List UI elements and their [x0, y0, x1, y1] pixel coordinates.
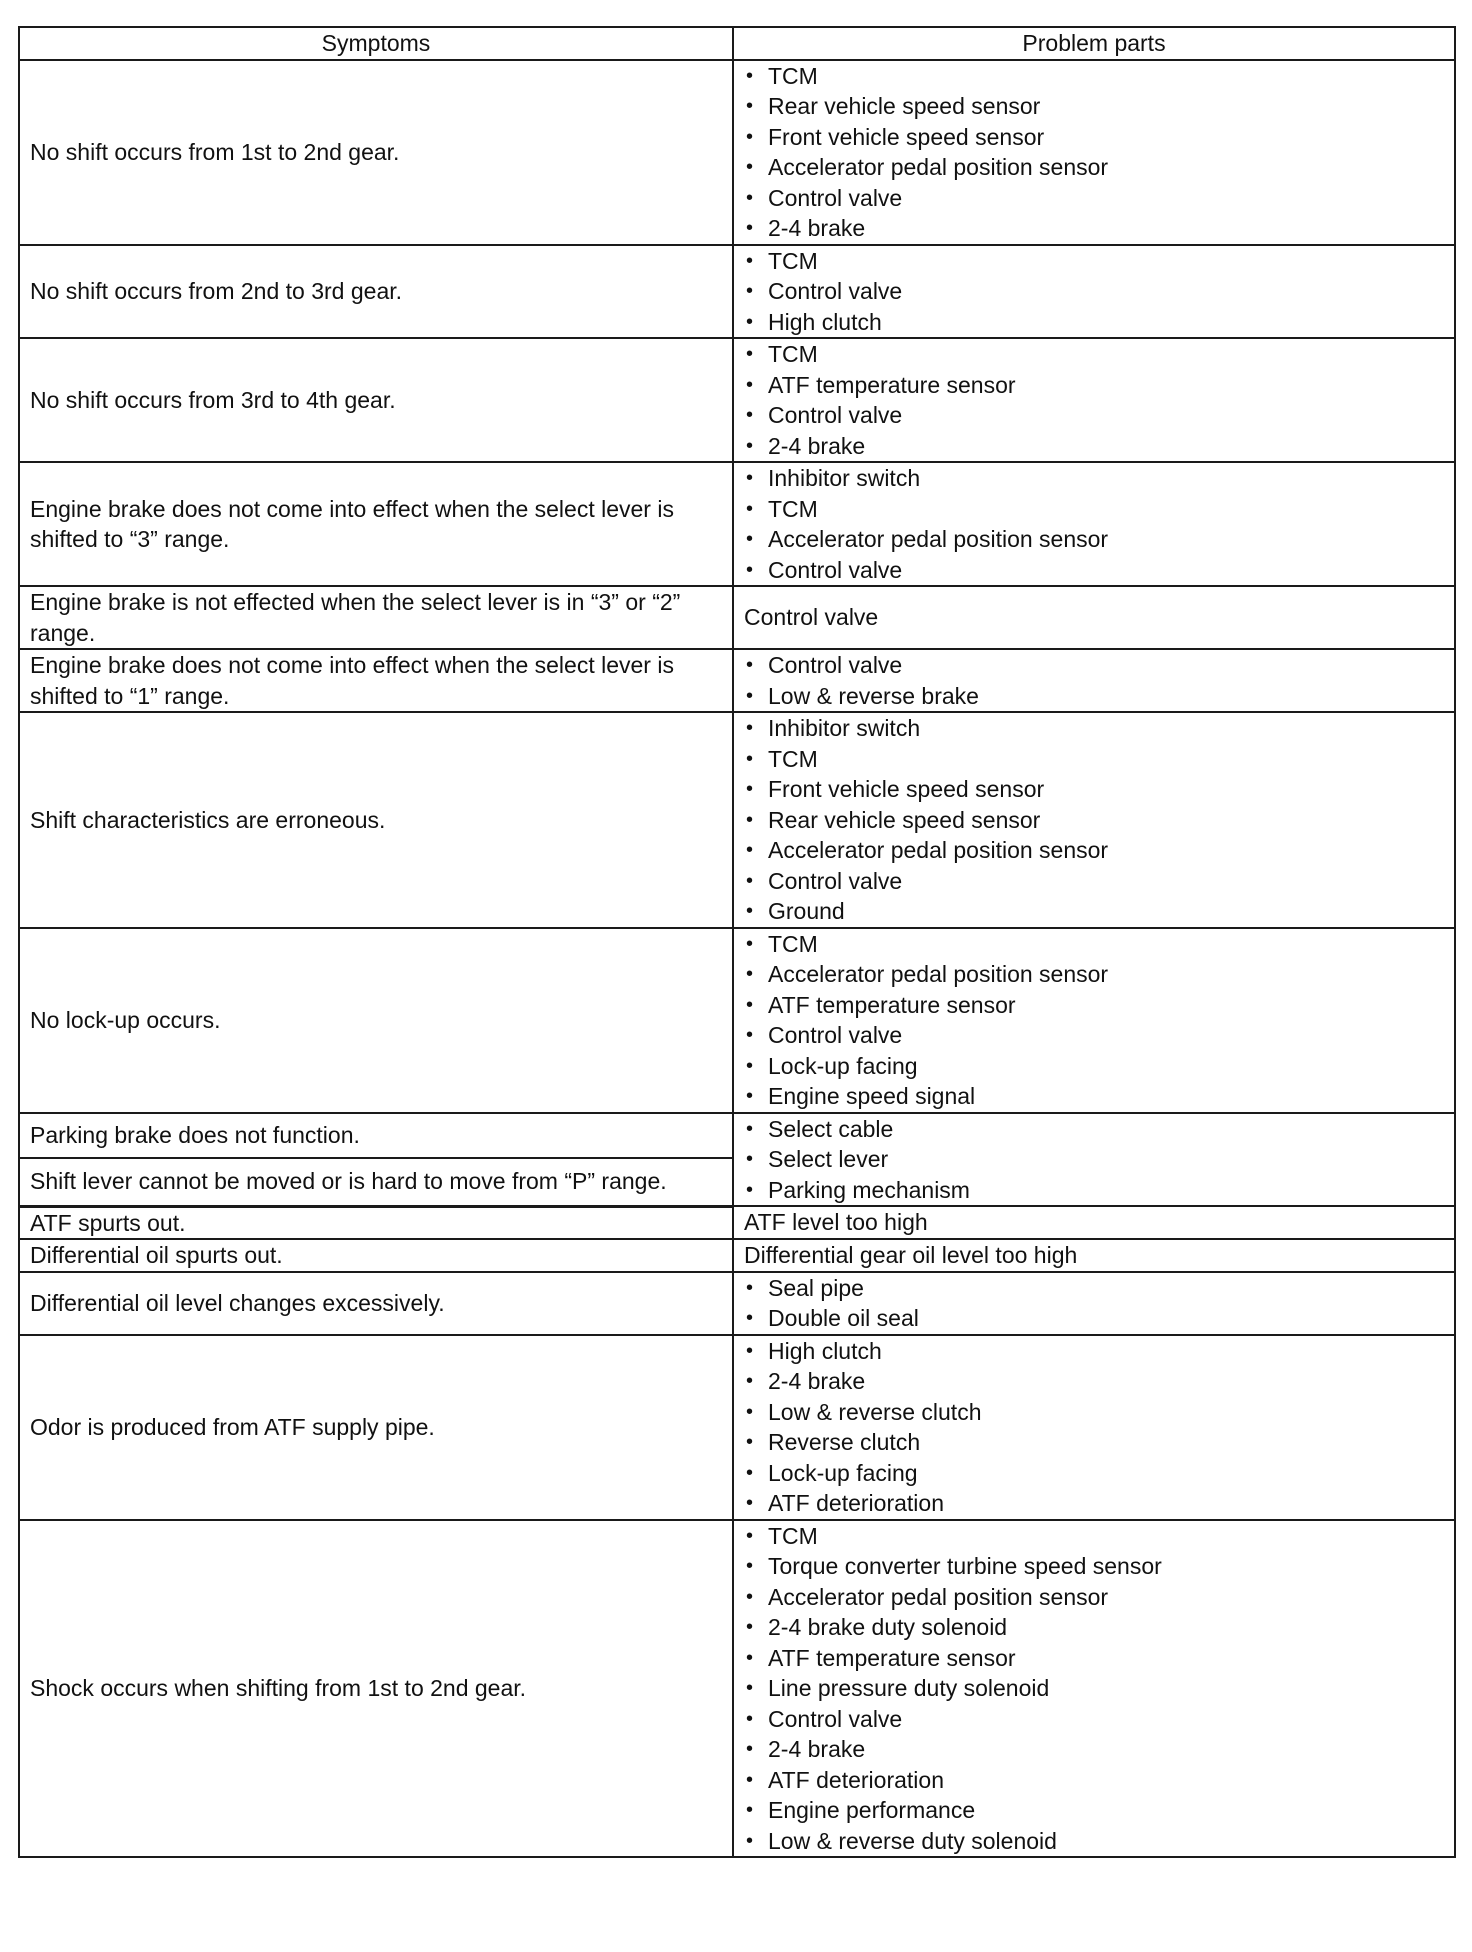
problem-parts-cell: [733, 1113, 1455, 1207]
table-row: [19, 1113, 1455, 1158]
part-item: • 2-4 brake duty solenoid: [744, 1612, 1444, 1643]
table-row: [19, 1520, 1455, 1858]
part-item: • Select lever: [744, 1144, 1444, 1175]
part-list: [744, 650, 1444, 711]
part-list: [744, 1521, 1444, 1857]
part-item: • Line pressure duty solenoid: [744, 1673, 1444, 1704]
problem-parts-cell: ATF level too high: [733, 1206, 1455, 1239]
part-item: • Front vehicle speed sensor: [744, 774, 1444, 805]
part-list: [744, 463, 1444, 585]
problem-parts-cell: [733, 462, 1455, 586]
table-row: [19, 712, 1455, 928]
part-item: • Inhibitor switch: [744, 713, 1444, 744]
problem-parts-cell: [733, 60, 1455, 245]
part-list: [744, 61, 1444, 244]
part-item: • Control valve: [744, 866, 1444, 897]
part-list: [744, 1273, 1444, 1334]
part-item: • 2-4 brake: [744, 213, 1444, 244]
symptom-cell: No shift occurs from 3rd to 4th gear.: [19, 338, 733, 462]
part-item: • Torque converter turbine speed sensor: [744, 1551, 1444, 1582]
part-item: • Control valve: [744, 650, 1444, 681]
part-item: • ATF deterioration: [744, 1488, 1444, 1519]
symptom-cell: No shift occurs from 2nd to 3rd gear.: [19, 245, 733, 339]
part-item: • Control valve: [744, 400, 1444, 431]
part-item: • Control valve: [744, 276, 1444, 307]
table-row: [19, 1272, 1455, 1335]
problem-parts-cell: [733, 1520, 1455, 1858]
symptoms-header: Symptoms: [19, 27, 733, 60]
symptom-cell: Engine brake does not come into effect when the select lever is shifted to “3” range.: [19, 462, 733, 586]
part-item: • Engine speed signal: [744, 1081, 1444, 1112]
part-item: • 2-4 brake: [744, 1366, 1444, 1397]
part-item: • Parking mechanism: [744, 1175, 1444, 1206]
part-item: • Select cable: [744, 1114, 1444, 1145]
part-item: • TCM: [744, 1521, 1444, 1552]
part-item: • Front vehicle speed sensor: [744, 122, 1444, 153]
symptom-cell: Differential oil spurts out.: [19, 1239, 733, 1272]
part-list: [744, 1114, 1444, 1206]
part-item: • TCM: [744, 929, 1444, 960]
problem-parts-cell: [733, 928, 1455, 1113]
part-item: • 2-4 brake: [744, 1734, 1444, 1765]
part-item: • ATF temperature sensor: [744, 370, 1444, 401]
part-list: [744, 1336, 1444, 1519]
part-item: • Accelerator pedal position sensor: [744, 835, 1444, 866]
symptom-cell: Engine brake does not come into effect when the select lever is shifted to “1” range.: [19, 649, 733, 712]
part-item: • Ground: [744, 896, 1444, 927]
part-item: • TCM: [744, 246, 1444, 277]
part-item: • ATF temperature sensor: [744, 1643, 1444, 1674]
symptom-cell: Shock occurs when shifting from 1st to 2nd gear.: [19, 1520, 733, 1858]
symptom-cell: Differential oil level changes excessively.: [19, 1272, 733, 1335]
part-item: • Control valve: [744, 1704, 1444, 1735]
troubleshooting-sheet: [18, 26, 1454, 1858]
part-item: • TCM: [744, 61, 1444, 92]
part-item: • High clutch: [744, 307, 1444, 338]
part-item: • Double oil seal: [744, 1303, 1444, 1334]
table-row: [19, 586, 1455, 649]
part-item: • Control valve: [744, 183, 1444, 214]
part-list: [744, 246, 1444, 338]
symptom-cell: Engine brake is not effected when the select lever is in “3” or “2” range.: [19, 586, 733, 649]
problem-parts-header: Problem parts: [733, 27, 1455, 60]
table-row: [19, 928, 1455, 1113]
problem-parts-cell: [733, 245, 1455, 339]
part-item: • High clutch: [744, 1336, 1444, 1367]
part-item: • Accelerator pedal position sensor: [744, 959, 1444, 990]
symptom-cell: ATF spurts out.: [19, 1206, 733, 1239]
part-item: • TCM: [744, 339, 1444, 370]
table-row: [19, 60, 1455, 245]
part-item: • Reverse clutch: [744, 1427, 1444, 1458]
part-item: • Low & reverse clutch: [744, 1397, 1444, 1428]
symptom-cell: No shift occurs from 1st to 2nd gear.: [19, 60, 733, 245]
problem-parts-cell: Control valve: [733, 586, 1455, 649]
table-row: [19, 649, 1455, 712]
part-item: • TCM: [744, 494, 1444, 525]
part-list: [744, 339, 1444, 461]
problem-parts-cell: Differential gear oil level too high: [733, 1239, 1455, 1272]
part-item: • Control valve: [744, 555, 1444, 586]
part-item: • Rear vehicle speed sensor: [744, 91, 1444, 122]
symptom-cell: Shift characteristics are erroneous.: [19, 712, 733, 928]
part-item: • Engine performance: [744, 1795, 1444, 1826]
symptoms-table: [18, 26, 1456, 1858]
problem-parts-cell: [733, 1335, 1455, 1520]
part-item: • Low & reverse duty solenoid: [744, 1826, 1444, 1857]
problem-parts-cell: [733, 649, 1455, 712]
symptom-cell: Parking brake does not function.: [19, 1113, 733, 1158]
part-item: • Lock-up facing: [744, 1051, 1444, 1082]
problem-parts-cell: [733, 338, 1455, 462]
symptom-cell: No lock-up occurs.: [19, 928, 733, 1113]
part-item: • ATF temperature sensor: [744, 990, 1444, 1021]
part-item: • ATF deterioration: [744, 1765, 1444, 1796]
part-item: • Inhibitor switch: [744, 463, 1444, 494]
part-item: • Low & reverse brake: [744, 681, 1444, 712]
part-item: • Rear vehicle speed sensor: [744, 805, 1444, 836]
problem-parts-cell: [733, 712, 1455, 928]
table-row: [19, 338, 1455, 462]
part-item: • 2-4 brake: [744, 431, 1444, 462]
symptom-cell: Odor is produced from ATF supply pipe.: [19, 1335, 733, 1520]
part-item: • TCM: [744, 744, 1444, 775]
table-row: [19, 462, 1455, 586]
table-row: [19, 1335, 1455, 1520]
table-row: [19, 1206, 1455, 1239]
part-item: • Accelerator pedal position sensor: [744, 524, 1444, 555]
part-item: • Control valve: [744, 1020, 1444, 1051]
header-row: [19, 27, 1455, 60]
table-row: [19, 1239, 1455, 1272]
part-list: [744, 713, 1444, 927]
part-item: • Accelerator pedal position sensor: [744, 152, 1444, 183]
part-item: • Lock-up facing: [744, 1458, 1444, 1489]
part-item: • Accelerator pedal position sensor: [744, 1582, 1444, 1613]
part-list: [744, 929, 1444, 1112]
table-row: [19, 245, 1455, 339]
symptom-cell: Shift lever cannot be moved or is hard to move from “P” range.: [19, 1158, 733, 1207]
part-item: • Seal pipe: [744, 1273, 1444, 1304]
problem-parts-cell: [733, 1272, 1455, 1335]
